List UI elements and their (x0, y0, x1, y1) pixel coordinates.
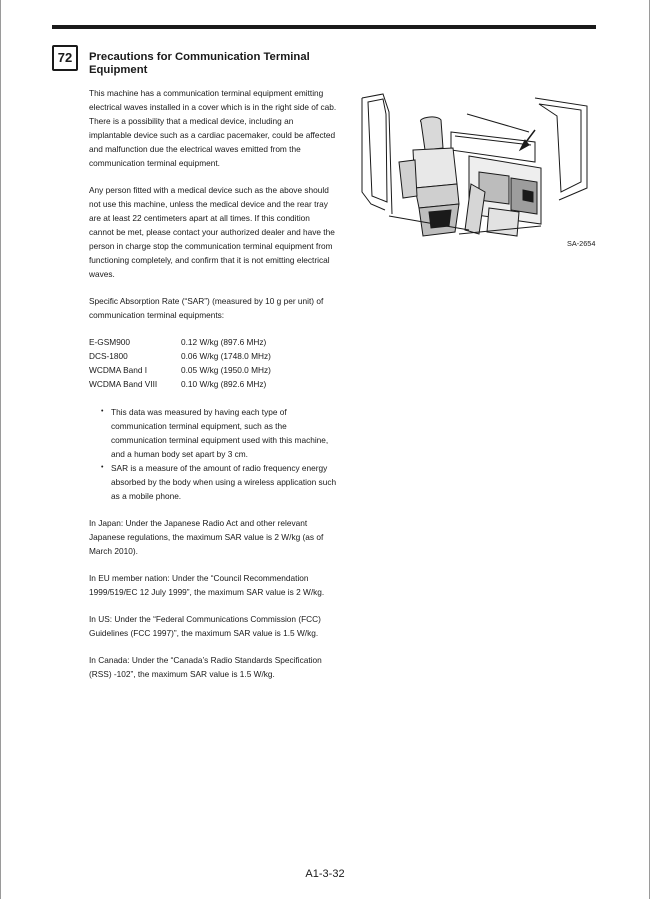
list-item: • SAR is a measure of the amount of radio frequency energy absorbed by the body when using a wireless application such as a mobile phone. (101, 461, 337, 503)
sar-band: WCDMA Band VIII (89, 379, 158, 389)
notes-list (89, 405, 337, 503)
body-column (89, 86, 337, 694)
canada-paragraph: In Canada: Under the “Canada’s Radio Standards Specification (RSS) -102”, the maximum SAR value is 1.5 W/kg. (89, 655, 322, 679)
sar-value: 0.12 W/kg (897.6 MHz) (181, 337, 267, 347)
sar-band: DCS-1800 (89, 351, 128, 361)
table-row (89, 363, 271, 377)
table-row (89, 335, 271, 349)
intro-paragraph: This machine has a communication terminal equipment emitting electrical waves installed in a cover which is in the right side of cab. There is a possibility that a medical device, including an implantable device such as a cardiac pacemaker, could be affected and malfunction due the electrical waves emitted from the communication terminal equipment. (89, 88, 337, 168)
sar-value: 0.06 W/kg (1748.0 MHz) (181, 351, 271, 361)
japan-paragraph: In Japan: Under the Japanese Radio Act and other relevant Japanese regulations, the maximum SAR value is 2 W/kg (as of March 2010). (89, 518, 324, 556)
section-number-badge: 72 (52, 45, 78, 71)
sar-value: 0.10 W/kg (892.6 MHz) (181, 379, 267, 389)
page-frame-left (0, 0, 1, 899)
warning-paragraph: Any person fitted with a medical device such as the above should not use this machine, unless the medical device and the rear tray are at least 22 centimeters apart at all times. If this condition cannot be met, please contact your authorized dealer and have the person in charge stop the communication terminal equipment from functioning completely, and confirm that it is not emitting electrical waves. (89, 185, 335, 279)
list-item: • This data was measured by having each type of communication terminal equipment, such as the communication terminal equipment used with this machine, and a human body set apart by 3 cm. (101, 405, 337, 461)
figure-label: SA-2654 (567, 239, 596, 248)
table-row (89, 377, 271, 391)
sar-value: 0.05 W/kg (1950.0 MHz) (181, 365, 271, 375)
sar-band: WCDMA Band I (89, 365, 148, 375)
page-number: A1-3-32 (305, 868, 345, 880)
sar-band: E-GSM900 (89, 337, 131, 347)
sar-intro-paragraph: Specific Absorption Rate (“SAR”) (measured by 10 g per unit) of communication terminal equipments: (89, 296, 324, 320)
cab-interior-illustration (359, 92, 590, 240)
section-title: Precautions for Communication Terminal Equipment (89, 51, 310, 76)
table-row (89, 349, 271, 363)
us-paragraph: In US: Under the “Federal Communications Commission (FCC) Guidelines (FCC 1997)”, the maximum SAR value is 1.5 W/kg. (89, 614, 321, 638)
eu-paragraph: In EU member nation: Under the “Council Recommendation 1999/519/EC 12 July 1999”, the maximum SAR value is 2 W/kg. (89, 573, 325, 597)
sar-table (89, 335, 271, 391)
top-rule (52, 25, 596, 29)
